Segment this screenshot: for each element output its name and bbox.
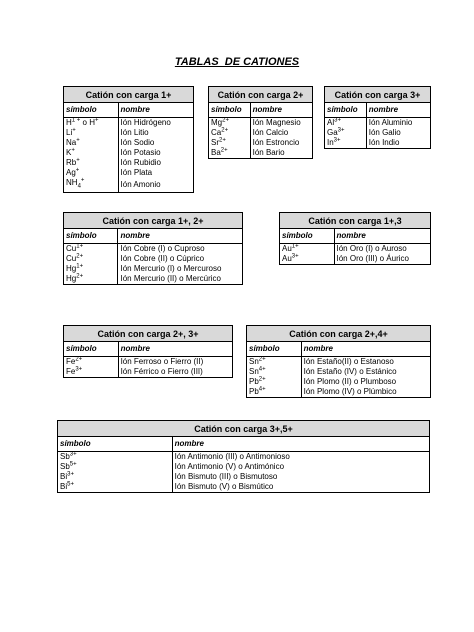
- cation-name: Ión Plomo (II) o Plumboso: [301, 377, 430, 387]
- cation-name: Ión Calcio: [250, 128, 312, 138]
- charge-superscript: 2+: [219, 137, 226, 144]
- cation-name: Ión Galio: [366, 128, 430, 138]
- element-symbol: Pb: [249, 387, 259, 396]
- table-row: [64, 138, 194, 148]
- column-header-name: nombre: [250, 103, 312, 118]
- cation-name: Ión Bismuto (III) o Bismutoso: [172, 472, 429, 482]
- cation-symbol: [247, 357, 302, 368]
- table-heading: Catión con carga 1+: [64, 87, 194, 103]
- cation-symbol: [64, 148, 119, 158]
- cation-symbol: [209, 128, 251, 138]
- cation-symbol: [58, 472, 173, 482]
- element-symbol: Na: [66, 138, 77, 147]
- cation-name: Ión Oro (I) o Auroso: [334, 244, 431, 255]
- table-row: [58, 482, 430, 493]
- charge-superscript: 3+: [334, 117, 341, 124]
- cation-name: Ión Mercurio (I) o Mercuroso: [118, 264, 243, 274]
- element-symbol: Hg: [66, 274, 77, 283]
- column-header-name: nombre: [366, 103, 430, 118]
- cation-symbol: [64, 168, 119, 178]
- table-row: [58, 462, 430, 472]
- element-symbol: Li: [66, 128, 73, 137]
- table-row: [64, 367, 233, 378]
- table-heading-row: [64, 326, 233, 342]
- column-header-name: nombre: [118, 103, 193, 118]
- charge-superscript: +: [76, 137, 80, 144]
- element-symbol: Au: [282, 254, 292, 263]
- column-header-symbol: símbolo: [64, 342, 119, 357]
- table-row: [64, 158, 194, 168]
- cation-name: Ión Magnesio: [250, 118, 312, 129]
- charge-superscript: +: [71, 147, 75, 154]
- subscript: 4: [77, 183, 81, 190]
- cation-symbol: [280, 254, 335, 265]
- cation-symbol: [325, 118, 367, 129]
- table-row: [58, 472, 430, 482]
- charge-superscript: 2+: [220, 147, 228, 154]
- table-heading: Catión con carga 1+, 2+: [64, 213, 243, 229]
- table-heading-row: [325, 87, 431, 103]
- charge-superscript: 3+: [337, 127, 345, 134]
- element-symbol: Au: [282, 244, 292, 253]
- charge-superscript: +: [94, 117, 99, 124]
- element-symbol: NH: [66, 178, 78, 187]
- table-row: [247, 377, 431, 387]
- table-heading-row: [247, 326, 431, 342]
- charge-superscript: 5+: [69, 461, 77, 468]
- cation-symbol: [64, 264, 118, 274]
- table-row: [64, 274, 243, 285]
- cation-name: Ión Antimonio (V) o Antimónico: [172, 462, 429, 472]
- cation-name: Ión Aluminio: [366, 118, 430, 129]
- column-header-row: [64, 342, 233, 357]
- column-header-row: [280, 229, 431, 244]
- charge-superscript: 1+: [76, 263, 84, 270]
- element-symbol: Ag: [66, 168, 76, 177]
- table-row: [64, 118, 194, 129]
- table-heading-row: [280, 213, 431, 229]
- cation-name: Ión Litio: [118, 128, 193, 138]
- column-header-row: [58, 437, 430, 452]
- table-row: [247, 387, 431, 398]
- charge-superscript: +: [76, 157, 80, 164]
- charge-superscript: +: [75, 167, 80, 174]
- cation-name: Ión Antimonio (III) o Antimonioso: [172, 452, 429, 463]
- cation-name: Ión Estaño (IV) o Estánico: [301, 367, 430, 377]
- cation-name: Ión Indio: [366, 138, 430, 149]
- charge-superscript: 3+: [67, 471, 74, 478]
- column-header-symbol: símbolo: [325, 103, 367, 118]
- table-row: [64, 254, 243, 264]
- cation-name: Ión Estroncio: [250, 138, 312, 148]
- cation-name: Ión Mercurio (II) o Mercúrico: [118, 274, 243, 285]
- column-header-name: nombre: [334, 229, 431, 244]
- element-symbol: Pb: [249, 377, 259, 386]
- cation-symbol: [64, 357, 119, 368]
- element-symbol: Bi: [60, 472, 68, 481]
- cation-table-charge-2-4: [246, 325, 431, 398]
- cation-name: Ión Hidrógeno: [118, 118, 193, 129]
- column-header-name: nombre: [118, 342, 232, 357]
- cation-table-charge-3: [324, 86, 431, 149]
- table-heading: Catión con carga 2+, 3+: [64, 326, 233, 342]
- cation-symbol: [247, 377, 302, 387]
- element-symbol: Sb: [60, 452, 70, 461]
- table-row: [64, 178, 194, 192]
- cation-symbol: [64, 367, 119, 378]
- table-heading: Catión con carga 3+,5+: [58, 421, 430, 437]
- charge-superscript: 4+: [258, 386, 266, 393]
- element-symbol: Rb: [66, 158, 77, 167]
- element-symbol: K: [66, 148, 72, 157]
- table-row: [64, 128, 194, 138]
- page-title: TABLAS DE CATIONES: [174, 56, 300, 68]
- element-symbol: In: [327, 138, 334, 147]
- table-heading-row: [58, 421, 430, 437]
- column-header-row: [64, 229, 243, 244]
- element-symbol: H: [66, 118, 72, 127]
- cation-table-charge-2: [208, 86, 313, 159]
- cation-name: Ión Bario: [250, 148, 312, 159]
- column-header-row: [247, 342, 431, 357]
- table-heading-row: [209, 87, 313, 103]
- charge-superscript: 3+: [333, 137, 341, 144]
- cation-symbol: [64, 254, 118, 264]
- cation-name: Ión Cobre (II) o Cúprico: [118, 254, 243, 264]
- charge-superscript: 4+: [258, 366, 266, 373]
- element-symbol: Hg: [66, 264, 77, 273]
- cation-name: Ión Sodio: [118, 138, 193, 148]
- column-header-symbol: símbolo: [58, 437, 173, 452]
- charge-superscript: 2+: [258, 356, 266, 363]
- charge-superscript: 2+: [75, 356, 83, 363]
- cation-symbol: [64, 244, 118, 255]
- cation-name: Ión Férrico o Fierro (III): [118, 367, 232, 378]
- cation-table-charge-1: [63, 86, 194, 193]
- table-heading: Catión con carga 1+,3: [280, 213, 431, 229]
- cation-symbol: [64, 158, 119, 168]
- cation-table-charge-3-5: [57, 420, 430, 493]
- table-row: [64, 148, 194, 158]
- element-symbol: Cu: [66, 254, 77, 263]
- element-symbol: Fe: [66, 367, 76, 376]
- cation-symbol: [247, 387, 302, 398]
- table-row: [64, 357, 233, 368]
- cation-symbol: [325, 138, 367, 149]
- table-row: [58, 452, 430, 463]
- table-row: [280, 244, 431, 255]
- element-symbol: Cu: [66, 244, 77, 253]
- table-heading: Catión con carga 2+: [209, 87, 313, 103]
- cation-symbol: [58, 462, 173, 472]
- element-symbol: Sb: [60, 462, 70, 471]
- cation-name: Ión Rubidio: [118, 158, 193, 168]
- element-symbol: Ga: [327, 128, 338, 137]
- column-header-symbol: símbolo: [64, 103, 119, 118]
- table-row: [247, 357, 431, 368]
- element-symbol: Ba: [211, 148, 221, 157]
- charge-superscript: 2+: [76, 273, 84, 280]
- column-header-name: nombre: [172, 437, 429, 452]
- charge-superscript: 3+: [75, 366, 83, 373]
- column-header-symbol: símbolo: [247, 342, 302, 357]
- column-header-name: nombre: [118, 229, 243, 244]
- charge-superscript: 1+: [291, 243, 299, 250]
- element-symbol: Sn: [249, 357, 259, 366]
- charge-superscript: +: [72, 127, 76, 134]
- cation-symbol: [209, 148, 251, 159]
- charge-superscript: 5+: [67, 481, 74, 488]
- element-symbol: Sn: [249, 367, 259, 376]
- cation-name: Ión Amonio: [118, 178, 193, 192]
- table-heading: Catión con carga 2+,4+: [247, 326, 431, 342]
- cation-symbol: [325, 128, 367, 138]
- column-header-row: [209, 103, 313, 118]
- cation-name: Ión Plata: [118, 168, 193, 178]
- cation-name: Ión Bismuto (V) o Bismútico: [172, 482, 429, 493]
- element-symbol: Fe: [66, 357, 76, 366]
- table-row: [280, 254, 431, 265]
- charge-superscript: 2+: [258, 376, 266, 383]
- column-header-row: [325, 103, 431, 118]
- table-heading-row: [64, 87, 194, 103]
- charge-superscript: 2+: [222, 117, 229, 124]
- column-header-symbol: símbolo: [64, 229, 118, 244]
- cation-symbol: [58, 482, 173, 493]
- table-row: [64, 244, 243, 255]
- cation-name: Ión Ferroso o Fierro (II): [118, 357, 232, 368]
- charge-superscript: 3+: [291, 253, 299, 260]
- column-header-name: nombre: [301, 342, 430, 357]
- cation-name: Ión Cobre (I) o Cuproso: [118, 244, 243, 255]
- column-header-symbol: símbolo: [280, 229, 335, 244]
- cation-table-charge-1-2: [63, 212, 243, 285]
- charge-superscript: +: [80, 177, 85, 184]
- element-symbol: Sr: [211, 138, 219, 147]
- table-heading-row: [64, 213, 243, 229]
- charge-superscript: 1 +: [71, 117, 81, 124]
- charge-superscript: 2+: [76, 253, 84, 260]
- cation-symbol: [209, 118, 251, 129]
- cation-symbol: [280, 244, 335, 255]
- column-header-row: [64, 103, 194, 118]
- table-row: [325, 138, 431, 149]
- cation-symbol: [209, 138, 251, 148]
- symbol-suffix: o H: [80, 118, 95, 127]
- cation-symbol: [64, 178, 119, 192]
- charge-superscript: 2+: [221, 127, 229, 134]
- table-row: [64, 264, 243, 274]
- cation-table-charge-1-3: [279, 212, 431, 265]
- cation-symbol: [64, 128, 119, 138]
- cation-symbol: [64, 274, 118, 285]
- table-heading: Catión con carga 3+: [325, 87, 431, 103]
- cation-symbol: [247, 367, 302, 377]
- table-row: [247, 367, 431, 377]
- element-symbol: Mg: [211, 118, 223, 127]
- charge-superscript: 3+: [69, 451, 77, 458]
- table-row: [209, 148, 313, 159]
- cation-table-charge-2-3: [63, 325, 233, 378]
- cation-name: Ión Plomo (IV) o Plúmbico: [301, 387, 430, 398]
- charge-superscript: 1+: [76, 243, 84, 250]
- cation-name: Ión Potasio: [118, 148, 193, 158]
- column-header-symbol: símbolo: [209, 103, 251, 118]
- cation-name: Ión Estaño(II) o Estanoso: [301, 357, 430, 368]
- cation-name: Ión Oro (III) o Áurico: [334, 254, 431, 265]
- element-symbol: Al: [327, 118, 335, 127]
- element-symbol: Bi: [60, 482, 68, 491]
- element-symbol: Ca: [211, 128, 222, 137]
